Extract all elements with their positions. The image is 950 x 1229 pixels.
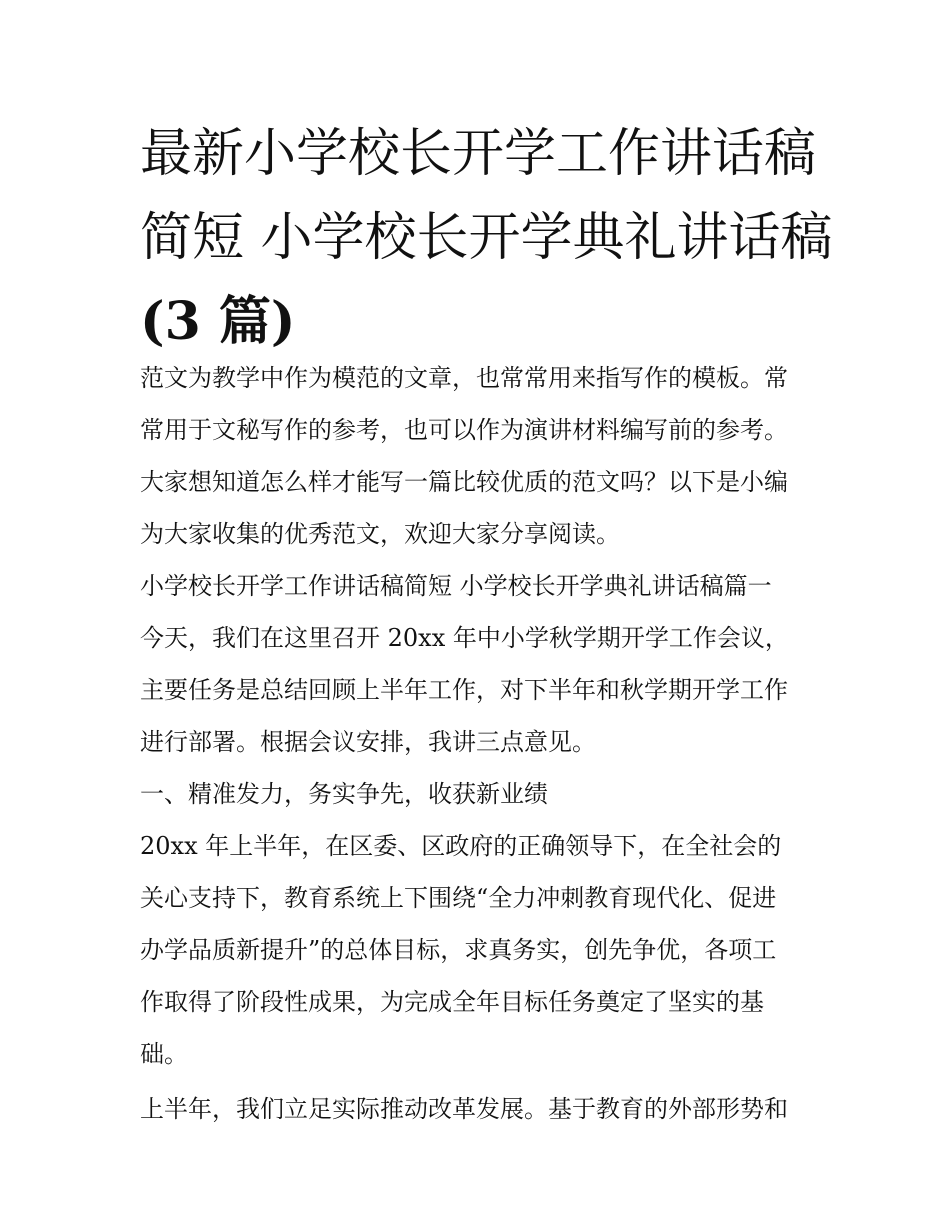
text-line: 一、精准发力，务实争先，收获新业绩 (140, 780, 548, 808)
text-line: 常用于文秘写作的参考，也可以作为演讲材料编写前的参考。 (140, 416, 788, 444)
text-line: 小学校长开学工作讲话稿简短 小学校长开学典礼讲话稿篇一 (140, 572, 772, 600)
text-line: 关心支持下，教育系统上下围绕“全力冲刺教育现代化、促进 (140, 884, 777, 912)
intro-paragraph (140, 352, 820, 560)
point-one-heading (140, 768, 820, 820)
text-line: 范文为教学中作为模范的文章，也常常用来指写作的模板。常 (140, 364, 788, 392)
document-title (140, 112, 833, 364)
title-line: 最新小学校长开学工作讲话稿 (140, 124, 817, 184)
text-line: 作取得了阶段性成果，为完成全年目标任务奠定了坚实的基 (140, 988, 764, 1016)
section-heading (140, 560, 820, 612)
title-line: 简短 小学校长开学典礼讲话稿 (140, 208, 833, 268)
text-line: 础。 (140, 1040, 188, 1068)
next-paragraph (140, 1083, 820, 1135)
title-line: (3 篇) (140, 291, 296, 352)
document-body (140, 352, 820, 1135)
text-line: 今天，我们在这里召开 20xx 年中小学秋学期开学工作会议， (140, 624, 789, 652)
opening-paragraph (140, 612, 820, 768)
text-line: 办学品质新提升”的总体目标，求真务实，创先争优，各项工 (140, 936, 777, 964)
text-line: 上半年，我们立足实际推动改革发展。基于教育的外部形势和 (140, 1095, 788, 1123)
point-one-paragraph (140, 820, 820, 1080)
text-line: 20xx 年上半年，在区委、区政府的正确领导下，在全社会的 (140, 832, 782, 860)
text-line: 主要任务是总结回顾上半年工作，对下半年和秋学期开学工作 (140, 676, 788, 704)
text-line: 为大家收集的优秀范文，欢迎大家分享阅读。 (140, 520, 620, 548)
text-line: 进行部署。根据会议安排，我讲三点意见。 (140, 728, 596, 756)
text-line: 大家想知道怎么样才能写一篇比较优质的范文吗？以下是小编 (140, 468, 788, 496)
